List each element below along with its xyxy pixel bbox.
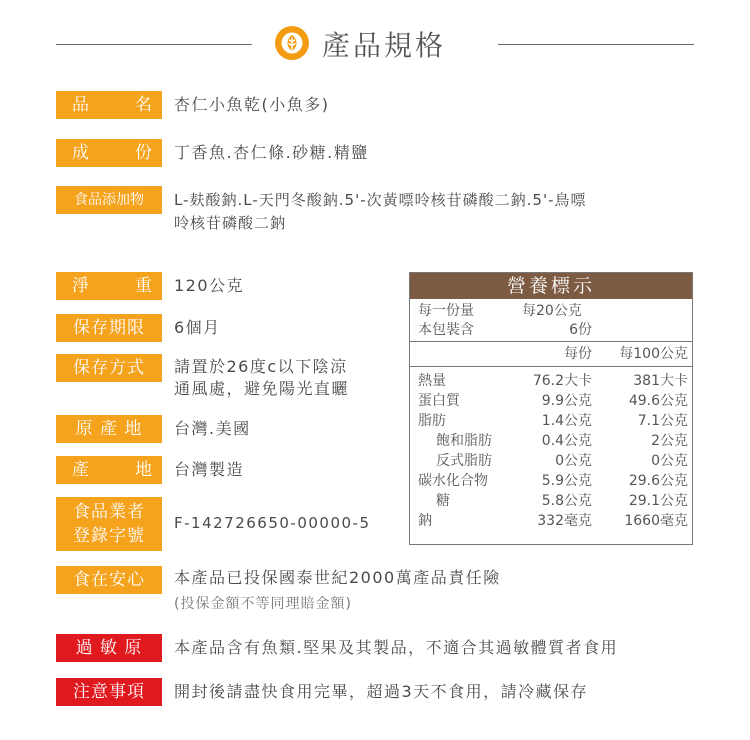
- label-ingredients: [56, 139, 162, 167]
- label-origin: 原 產 地: [56, 415, 162, 443]
- column-header-per-100g: 每100公克: [619, 346, 688, 362]
- label-text: 食品業者: [73, 502, 145, 522]
- insurance-note: (投保金額不等同理賠金額): [174, 596, 352, 612]
- additives-line-1: L-麸酸鈉.L-天門冬酸鈉.5'-次黃嘌呤核苷磷酸二鈉.5'-鳥嘌: [174, 191, 587, 209]
- label-text: 份: [135, 143, 152, 163]
- product-name-value: 杏仁小魚乾(小魚多): [174, 95, 330, 114]
- insurance-value: 本產品已投保國泰世紀2000萬產品責任險: [174, 568, 501, 587]
- nutrient-per-100g: 381大卡: [633, 373, 688, 389]
- column-header-per-serving: 每份: [564, 346, 592, 362]
- label-storage: 保存方式: [56, 354, 162, 382]
- servings-per-pack-label: 本包裝含: [418, 322, 474, 338]
- servings-per-pack-value: 6份: [569, 322, 592, 338]
- origin-value: 台灣.美國: [174, 419, 251, 438]
- nutrient-name: 反式脂肪: [436, 453, 492, 469]
- nutrient-per-serving: 1.4公克: [541, 413, 592, 429]
- label-shelf-life: 保存期限: [56, 314, 162, 342]
- nutrition-facts-panel: [409, 272, 693, 545]
- label-product-name: [56, 91, 162, 119]
- nutrient-name: 糖: [436, 493, 450, 509]
- label-registration: [56, 497, 162, 551]
- registration-value: F-142726650-00000-5: [174, 514, 371, 532]
- nutrient-per-serving: 5.8公克: [541, 493, 592, 509]
- label-text: 名: [135, 95, 152, 115]
- nutrient-per-serving: 9.9公克: [541, 393, 592, 409]
- nutrient-per-serving: 332毫克: [537, 513, 592, 529]
- nutrient-name: 碳水化合物: [418, 473, 488, 489]
- storage-line-2: 通風處，避免陽光直曬: [174, 379, 350, 398]
- serving-size-value: 每20公克: [522, 303, 582, 319]
- label-insurance: 食在安心: [56, 566, 162, 594]
- net-weight-value: 120公克: [174, 276, 245, 295]
- nutrient-name: 熱量: [418, 373, 446, 389]
- allergen-value: 本產品含有魚類.堅果及其製品，不適合其過敏體質者食用: [174, 638, 619, 657]
- label-text: 品: [72, 95, 89, 115]
- label-text: 產: [72, 460, 89, 480]
- serving-size-label: 每一份量: [418, 303, 474, 319]
- label-net-weight: [56, 272, 162, 300]
- nutrient-per-100g: 29.1公克: [628, 493, 688, 509]
- nutrient-per-100g: 49.6公克: [628, 393, 688, 409]
- additives-line-2: 呤核苷磷酸二鈉: [174, 214, 287, 232]
- nutrient-per-100g: 29.6公克: [628, 473, 688, 489]
- page-title: 產品規格: [322, 29, 447, 62]
- nutrient-per-serving: 0.4公克: [541, 433, 592, 449]
- nutrient-per-100g: 7.1公克: [637, 413, 688, 429]
- nutrient-per-100g: 2公克: [651, 433, 688, 449]
- nutrition-title: 營養標示: [410, 273, 692, 299]
- nutrient-name: 蛋白質: [418, 393, 460, 409]
- label-additives: 食品添加物: [56, 186, 162, 214]
- nutrient-name: 脂肪: [418, 413, 446, 429]
- nutrient-per-serving: 0公克: [555, 453, 592, 469]
- made-in-value: 台灣製造: [174, 460, 245, 479]
- label-text: 重: [135, 276, 152, 296]
- header-divider-left: [56, 44, 252, 45]
- shelf-life-value: 6個月: [174, 318, 221, 337]
- label-text: 地: [135, 460, 152, 480]
- notice-value: 開封後請盡快食用完畢，超過3天不食用，請冷藏保存: [174, 682, 589, 701]
- nutrient-per-100g: 0公克: [651, 453, 688, 469]
- nutrient-per-serving: 76.2大卡: [532, 373, 592, 389]
- storage-line-1: 請置於26度c以下陰涼: [174, 357, 348, 376]
- nutrition-divider: [410, 341, 692, 342]
- header-divider-right: [498, 44, 694, 45]
- nutrient-per-100g: 1660毫克: [624, 513, 688, 529]
- label-text: 淨: [72, 276, 89, 296]
- leaf-icon: [275, 26, 309, 60]
- nutrient-name: 鈉: [418, 513, 432, 529]
- nutrition-divider: [410, 366, 692, 367]
- label-notice: 注意事項: [56, 678, 162, 706]
- label-text: 登錄字號: [73, 526, 145, 546]
- label-allergen: 過 敏 原: [56, 634, 162, 662]
- ingredients-value: 丁香魚.杏仁條.砂糖.精鹽: [174, 143, 369, 162]
- label-text: 成: [72, 143, 89, 163]
- nutrient-per-serving: 5.9公克: [541, 473, 592, 489]
- label-made-in: [56, 456, 162, 484]
- nutrient-name: 飽和脂肪: [436, 433, 492, 449]
